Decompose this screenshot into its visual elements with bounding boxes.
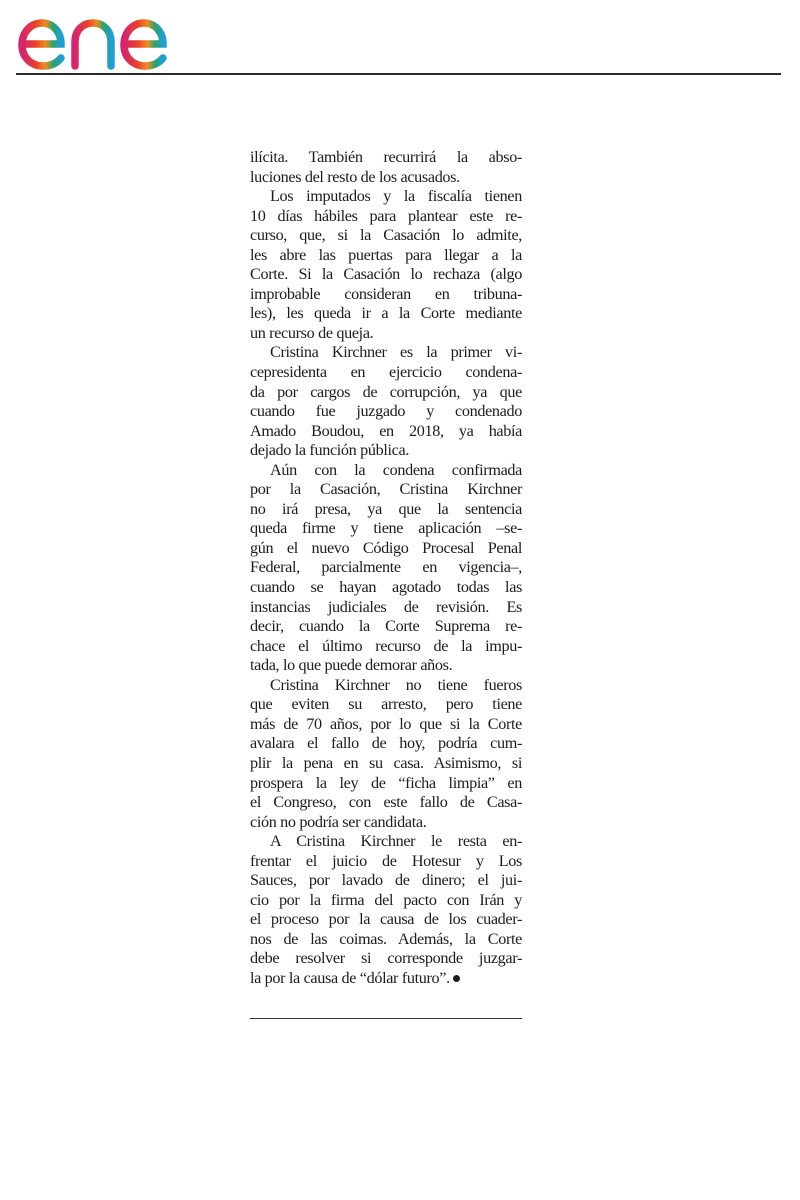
article-line: frentar el juicio de Hotesur y Los — [250, 851, 522, 870]
article-line: plir la pena en su casa. Asimismo, si — [250, 753, 522, 772]
article-line: instancias judiciales de revisión. Es — [250, 597, 522, 616]
article-line: debe resolver si corresponde juzgar- — [250, 949, 522, 968]
article-line: les abre las puertas para llegar a la — [250, 245, 522, 264]
article-line: cuando se hayan agotado todas las — [250, 578, 522, 597]
enel-logo-graphic — [15, 0, 200, 72]
article-line: decir, cuando la Corte Suprema re- — [250, 617, 522, 636]
article-line: un recurso de queja. — [250, 323, 374, 342]
article-paragraph — [250, 148, 522, 187]
article-line: da por cargos de corrupción, ya que — [250, 382, 522, 401]
article-line: tada, lo que puede demorar años. — [250, 656, 453, 675]
article-line: Sauces, por lavado de dinero; el jui- — [250, 871, 522, 890]
article-paragraph — [250, 343, 522, 460]
enel-logo — [15, 0, 200, 72]
article-line: Los imputados y la fiscalía tienen — [270, 187, 522, 206]
article-line: A Cristina Kirchner le resta en- — [270, 832, 522, 851]
article-line: Aún con la condena confirmada — [270, 460, 522, 479]
article-line: cio por la firma del pacto con Irán y — [250, 890, 522, 909]
article-line: luciones del resto de los acusados. — [250, 167, 460, 186]
article-line: ilícita. También recurrirá la abso- — [250, 148, 522, 166]
article-line: Cristina Kirchner no tiene fueros — [270, 675, 522, 694]
article-line: el Congreso, con este fallo de Casa- — [250, 793, 522, 812]
article-line: les), les queda ir a la Corte mediante — [250, 304, 522, 323]
article-line: que eviten su arresto, pero tiene — [250, 695, 522, 714]
article-body — [250, 148, 522, 989]
article-line: cuando fue juzgado y condenado — [250, 402, 522, 421]
article-line: Cristina Kirchner es la primer vi- — [270, 343, 522, 362]
article-line: chace el último recurso de la impu- — [250, 636, 522, 655]
article-line: el proceso por la causa de los cuader- — [250, 910, 522, 929]
article-line: Amado Boudou, en 2018, ya había — [250, 421, 522, 440]
article-paragraph — [250, 461, 522, 676]
article-line: improbable consideran en tribuna- — [250, 284, 522, 303]
article-line: nos de las coimas. Además, la Corte — [250, 929, 522, 948]
article-line: más de 70 años, por lo que si la Corte — [250, 714, 522, 733]
article-paragraph — [250, 187, 522, 343]
article-line: gún el nuevo Código Procesal Penal — [250, 538, 522, 557]
header-divider — [16, 73, 781, 75]
article-line: Federal, parcialmente en vigencia–, — [250, 558, 522, 577]
end-of-article-bullet — [453, 975, 460, 982]
article-line: ción no podría ser candidata. — [250, 812, 427, 831]
article-line: curso, que, si la Casación lo admite, — [250, 226, 522, 245]
article-paragraph — [250, 832, 522, 988]
article-end-rule — [250, 1018, 522, 1019]
article-line: cepresidenta en ejercicio condena- — [250, 363, 522, 382]
article-line: queda firme y tiene aplicación –se- — [250, 519, 522, 538]
article-line: Corte. Si la Casación lo rechaza (algo — [250, 265, 522, 284]
article-paragraph — [250, 676, 522, 832]
article-line: por la Casación, Cristina Kirchner — [250, 480, 522, 499]
article-line: no irá presa, ya que la sentencia — [250, 499, 522, 518]
article-line: prospera la ley de “ficha limpia” en — [250, 773, 522, 792]
article-line: 10 días hábiles para plantear este re- — [250, 206, 522, 225]
article-line: la por la causa de “dólar futuro”. — [250, 969, 522, 989]
article-line: avalara el fallo de hoy, podría cum- — [250, 734, 522, 753]
article-line: dejado la función pública. — [250, 441, 410, 460]
